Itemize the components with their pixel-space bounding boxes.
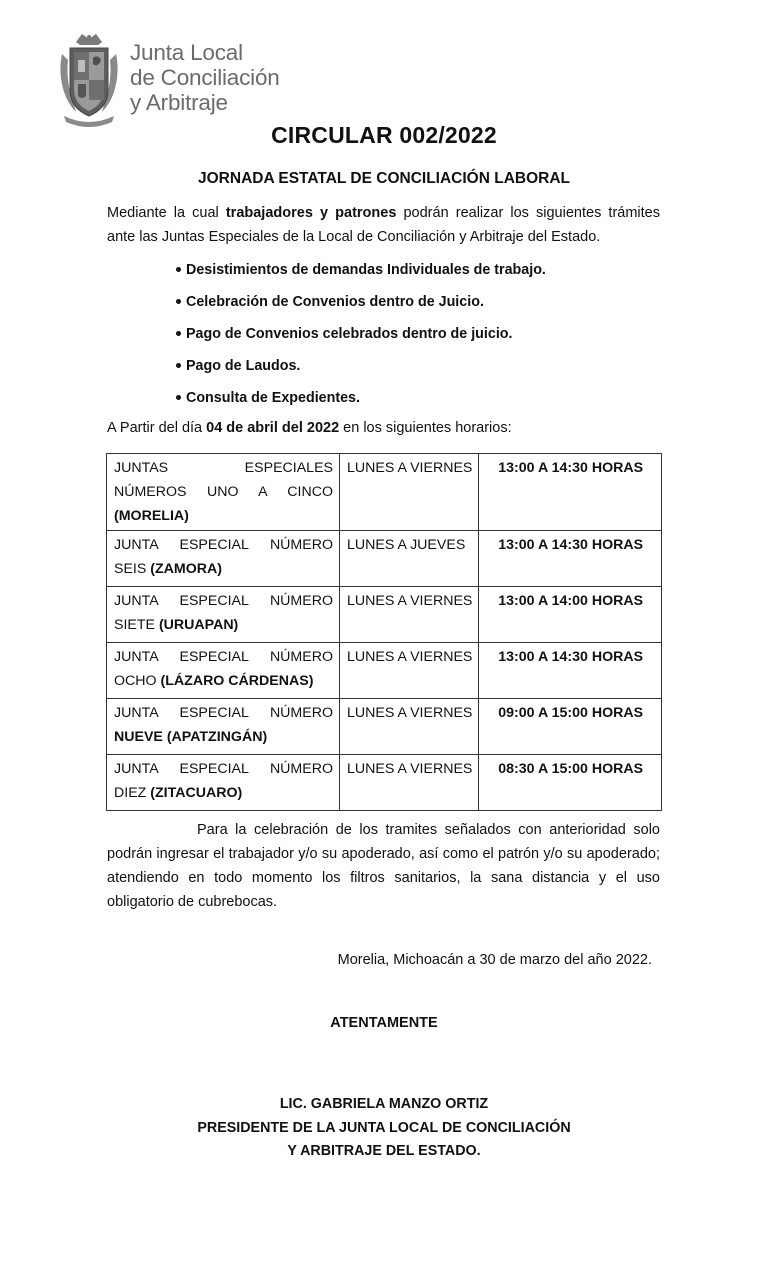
cell-hours: 13:00 A 14:00 HORAS: [479, 587, 662, 643]
institution-logo: [58, 32, 298, 132]
cell-days: LUNES A JUEVES: [340, 531, 479, 587]
schedule-table: [106, 453, 662, 811]
city-text: (URUAPAN): [158, 617, 239, 633]
list-item: [176, 258, 546, 290]
city-text: (ZITACUARO): [150, 785, 243, 801]
start-text-pre: A Partir del día: [107, 420, 207, 436]
logo-line-1: Junta Local: [130, 40, 243, 65]
start-date: 04 de abril del 2022: [206, 420, 340, 436]
table-row: [107, 755, 662, 811]
cell-hours: 13:00 A 14:30 HORAS: [479, 531, 662, 587]
bullet-icon: [176, 363, 181, 368]
cell-days: LUNES A VIERNES: [340, 643, 479, 699]
cell-hours: 09:00 A 15:00 HORAS: [479, 699, 662, 755]
list-item: [176, 386, 546, 418]
intro-text-bold: trabajadores y patrones: [225, 205, 397, 221]
cell-days: LUNES A VIERNES: [340, 454, 479, 531]
intro-text-post: podrán realizar los siguientes trámites ante las Juntas Especiales de la Local de Conciliación y Arbitraje del Estado.: [107, 205, 660, 245]
bullet-icon: [176, 267, 181, 272]
signature-block: [0, 1093, 768, 1164]
table-row: [107, 643, 662, 699]
cell-place: [107, 755, 340, 811]
place-text: JUNTA ESPECIAL NÚMERO: [114, 705, 333, 721]
cell-place: [107, 699, 340, 755]
procedures-list: [176, 258, 546, 418]
cell-days: LUNES A VIERNES: [340, 755, 479, 811]
logo-line-3: y Arbitraje: [130, 90, 228, 115]
cell-hours: 13:00 A 14:30 HORAS: [479, 454, 662, 531]
institution-name: [130, 40, 280, 115]
cell-hours: 13:00 A 14:30 HORAS: [479, 643, 662, 699]
bullet-icon: [176, 299, 181, 304]
intro-paragraph: [107, 201, 660, 249]
signatory-name: LIC. GABRIELA MANZO ORTIZ: [279, 1096, 489, 1112]
signatory-title-line-1: PRESIDENTE DE LA JUNTA LOCAL DE CONCILIACIÓN: [197, 1119, 571, 1136]
cell-days: LUNES A VIERNES: [340, 587, 479, 643]
list-item-text: Pago de Convenios celebrados dentro de juicio.: [186, 326, 513, 342]
table-row: [107, 699, 662, 755]
start-text-post: en los siguientes horarios:: [339, 420, 512, 436]
closing-paragraph: [107, 818, 660, 914]
table-row: [107, 454, 662, 531]
intro-text-pre: Mediante la cual: [107, 205, 226, 221]
sign-off: ATENTAMENTE: [330, 1015, 438, 1031]
logo-line-2: de Conciliación: [130, 65, 280, 90]
city-text: (MORELIA): [114, 508, 189, 524]
list-item: [176, 290, 546, 322]
cell-hours: 08:30 A 15:00 HORAS: [479, 755, 662, 811]
closing-text: Para la celebración de los tramites señalados con anterioridad solo podrán ingresar el trabajador y/o su apoderado, así como el patrón y/o su apoderado; atendiendo en todo momento los filtros sanitarios, la sana distancia y el uso obligatorio de cubrebocas.: [107, 822, 660, 910]
place-text: JUNTA ESPECIAL NÚMERO SIETE: [114, 593, 333, 633]
place-text: JUNTA ESPECIAL NÚMERO DIEZ: [114, 761, 333, 801]
place-text: JUNTA ESPECIAL NÚMERO OCHO: [114, 649, 333, 689]
city-text: NUEVE (APATZINGÁN): [114, 729, 268, 745]
list-item: [176, 354, 546, 386]
cell-place: [107, 587, 340, 643]
table-row: [107, 531, 662, 587]
start-date-paragraph: [107, 416, 660, 440]
list-item-text: Pago de Laudos.: [186, 358, 301, 374]
signatory-title-line-2: Y ARBITRAJE DEL ESTADO.: [287, 1143, 481, 1159]
cell-place: [107, 454, 340, 531]
cell-days: LUNES A VIERNES: [340, 699, 479, 755]
list-item-text: Desistimientos de demandas Individuales de trabajo.: [186, 262, 546, 278]
bullet-icon: [176, 395, 181, 400]
place-text: JUNTAS ESPECIALES NÚMEROS UNO A CINCO: [114, 460, 333, 500]
table-row: [107, 587, 662, 643]
document-subtitle: JORNADA ESTATAL DE CONCILIACIÓN LABORAL: [198, 170, 570, 187]
list-item-text: Celebración de Convenios dentro de Juicio.: [186, 294, 484, 310]
cell-place: [107, 643, 340, 699]
list-item: [176, 322, 546, 354]
bullet-icon: [176, 331, 181, 336]
city-text: (ZAMORA): [150, 561, 222, 577]
cell-place: [107, 531, 340, 587]
coat-of-arms-icon: [58, 32, 120, 128]
document-title: CIRCULAR 002/2022: [271, 122, 497, 148]
place-and-date: Morelia, Michoacán a 30 de marzo del año 2022.: [337, 952, 652, 968]
city-text: (LÁZARO CÁRDENAS): [160, 673, 314, 689]
list-item-text: Consulta de Expedientes.: [186, 390, 360, 406]
place-text: JUNTA ESPECIAL NÚMERO SEIS: [114, 537, 333, 577]
